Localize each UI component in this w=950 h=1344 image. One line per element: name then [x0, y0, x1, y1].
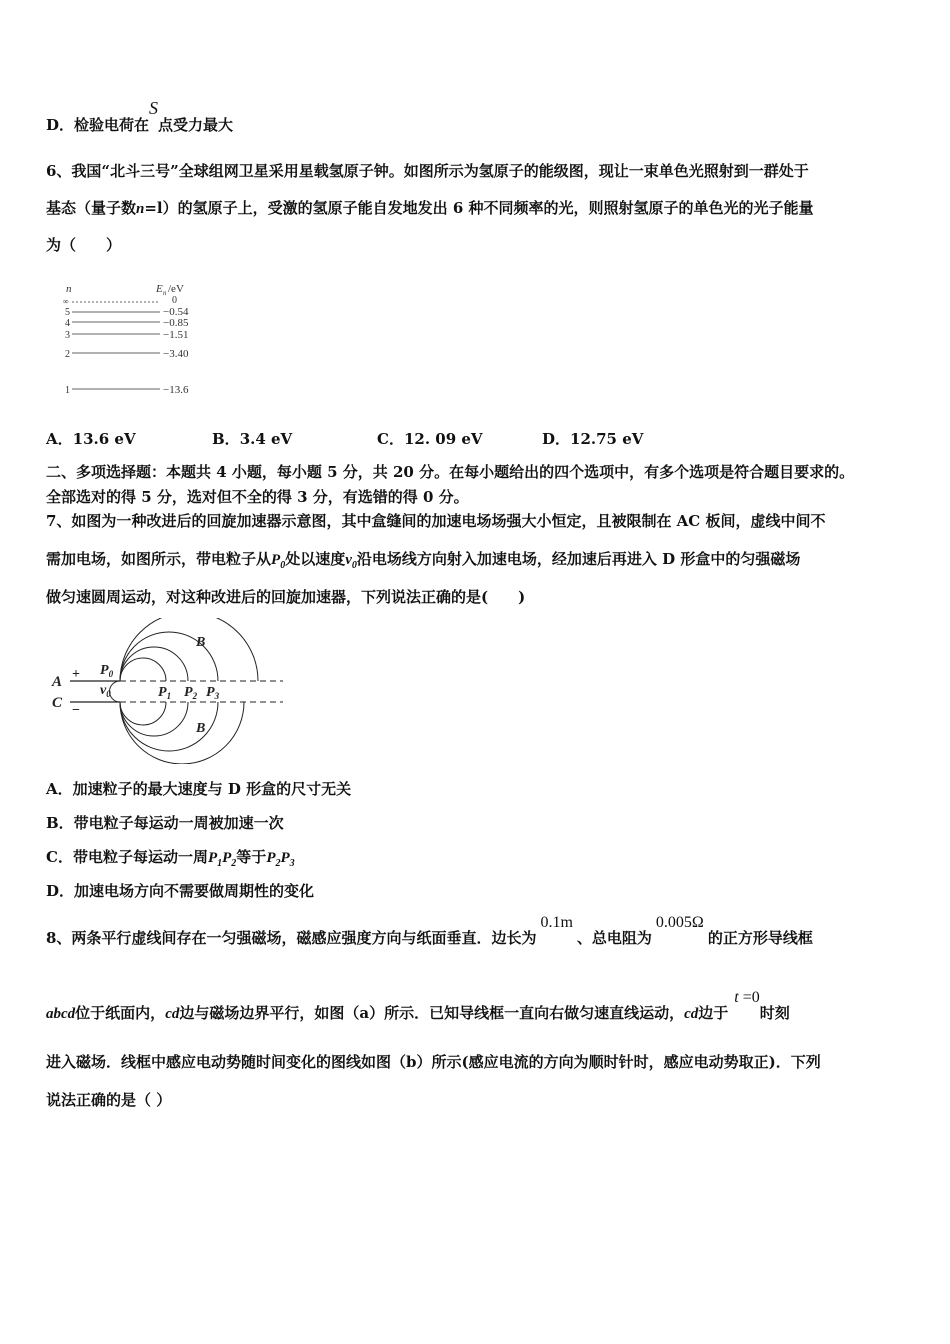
- q7-option-c-mid: 等于: [236, 848, 267, 866]
- q7-option-c-a: C．带电粒子每运动一周: [46, 848, 208, 866]
- label-c: C: [52, 695, 63, 711]
- cyclotron-diagram: [48, 618, 288, 764]
- q8-side-length: 0.1m: [540, 914, 573, 931]
- q8-line4: 说法正确的是（ ）: [46, 1091, 172, 1109]
- q8-t-eq: [734, 989, 759, 1006]
- label-b-bottom: B: [196, 721, 206, 736]
- q6-option-a-letter: A．: [46, 430, 73, 448]
- q7-line2-b: 处以速度: [285, 550, 346, 568]
- q7-option-c-p1: P: [207, 850, 218, 866]
- level-e-4: −0.85: [163, 317, 189, 329]
- label-a: A: [52, 674, 63, 690]
- orbit-top-2: [120, 647, 188, 681]
- q8-resistance: 0.005Ω: [655, 914, 704, 931]
- label-b-top: B: [196, 635, 206, 650]
- section2-line1: 二、多项选择题：本题共 4 小题，每小题 5 分，共 20 分。在每小题给出的四个选项中，有多个选项是符合题目要求的。: [46, 463, 855, 481]
- q7-option-b[interactable]: B．带电粒子每运动一周被加速一次: [46, 814, 284, 832]
- q6-option-c[interactable]: [377, 428, 483, 449]
- q6-option-a-text: 13.6 eV: [72, 430, 136, 448]
- q6-option-a[interactable]: [46, 428, 136, 449]
- q7-p0: [271, 552, 286, 571]
- label-p1: $P_1$: [158, 685, 172, 701]
- q6-option-b-letter: B．: [212, 430, 240, 448]
- q6-line2-b: =l）的氢原子上，受激的氢原子能自发地发出 6 种不同频率的光，则照射氢原子的单色光的光子能量: [144, 199, 814, 217]
- label-p2: $P_2$: [184, 685, 198, 701]
- q7-option-c-s1: 1: [217, 858, 223, 869]
- q7-option-c-p2p3: [266, 850, 295, 869]
- q6-line1: 6、我国“北斗三号”全球组网卫星采用星载氢原子钟。如图所示为氢原子的能级图，现让一束单色光照射到一群处于: [46, 162, 809, 180]
- orbit-bottom-1: [120, 702, 166, 725]
- q6-line3: 为（ ）: [46, 236, 122, 254]
- orbit-left-connector: [110, 681, 121, 702]
- section2-line2: 全部选对的得 5 分，选对但不全的得 3 分，有选错的得 0 分。: [46, 488, 469, 506]
- q7-option-c-s3: 2: [275, 858, 281, 869]
- q7-option-c-p2: P: [222, 850, 232, 866]
- q6-option-d[interactable]: [542, 428, 643, 449]
- level-n-2: 2: [65, 349, 70, 360]
- q8-t-var: t: [734, 989, 739, 1006]
- q7-p0-main: P: [271, 552, 281, 568]
- q6-line2-a: 基态（量子数: [46, 199, 137, 217]
- q8-line2-a: 位于纸面内，: [75, 1004, 166, 1022]
- q7-v0-sub: 0: [351, 560, 357, 571]
- q7-option-c-p3: P: [266, 850, 276, 866]
- q8-cd-2: cd: [684, 1006, 699, 1022]
- q7-option-c-p4: P: [280, 850, 290, 866]
- q8-line2-d: 时刻: [759, 1004, 790, 1022]
- level-n-inf: ∞: [63, 297, 69, 306]
- q5-option-d-text: D．检验电荷在: [46, 116, 150, 134]
- q5-option-d-var: S: [149, 98, 159, 118]
- q8-line2-b: 边与磁场边界平行，如图（a）所示．已知导线框一直向右做匀速直线运动，: [179, 1004, 685, 1022]
- q6-option-c-text: 12. 09 eV: [403, 430, 483, 448]
- q7-v0: [345, 552, 357, 571]
- e-axis-sub: n: [163, 289, 167, 297]
- q8-line1: [46, 914, 908, 949]
- q8-line2: [46, 989, 908, 1024]
- level-e-3: −1.51: [163, 329, 189, 341]
- q7-line2-a: 需加电场，如图所示，带电粒子从: [46, 550, 272, 568]
- level-e-inf: 0: [172, 295, 177, 306]
- label-p0: $P_0$: [100, 663, 114, 679]
- q8-line1-b: 、总电阻为: [576, 929, 652, 947]
- orbit-top-1: [120, 658, 166, 681]
- q7-line3: 做匀速圆周运动，对这种改进后的回旋加速器，下列说法正确的是( ): [46, 588, 526, 606]
- q8-line1-c: 的正方形导线框: [707, 929, 813, 947]
- q5-option-d: [46, 98, 908, 135]
- label-v0: $v_0$: [100, 683, 111, 699]
- q6-line2: [46, 198, 908, 219]
- label-minus: −: [72, 703, 80, 718]
- q8-line1-a: 8、两条平行虚线间存在一匀强磁场，磁感应强度方向与纸面垂直．边长为: [46, 929, 537, 947]
- level-n-4: 4: [65, 318, 70, 329]
- orbit-bottom-4: [120, 702, 244, 764]
- q6-option-b[interactable]: [212, 428, 292, 449]
- q8-cd-1: cd: [165, 1006, 180, 1022]
- e-axis-label: E: [156, 283, 163, 295]
- e-axis-unit: /eV: [168, 283, 184, 295]
- q6-option-b-text: 3.4 eV: [239, 430, 293, 448]
- q7-option-c-s2: 2: [231, 858, 237, 869]
- level-e-5: −0.54: [163, 306, 189, 318]
- label-plus: +: [72, 667, 80, 682]
- q7-option-c-p1p2: [207, 850, 237, 869]
- q7-option-c-s4: 3: [289, 858, 295, 869]
- level-e-2: −3.40: [163, 348, 189, 360]
- energy-level-diagram: [60, 280, 210, 400]
- q7-line1: 7、如图为一种改进后的回旋加速器示意图，其中盒缝间的加速电场场强大小恒定，且被限制在 AC 板间，虚线中间不: [46, 512, 826, 530]
- q6-quantum-var: n: [136, 201, 145, 217]
- q8-line2-c: 边于: [698, 1004, 729, 1022]
- q7-option-a[interactable]: A．加速粒子的最大速度与 D 形盒的尺寸无关: [46, 780, 352, 798]
- q6-option-d-letter: D．: [542, 430, 571, 448]
- q7-option-d[interactable]: D．加速电场方向不需要做周期性的变化: [46, 882, 315, 900]
- label-p3: $P_3$: [206, 685, 220, 701]
- q7-p0-sub: 0: [280, 560, 286, 571]
- q7-line2-c: 沿电场线方向射入加速电场，经加速后再进入 D 形盒中的匀强磁场: [356, 550, 801, 568]
- q5-option-d-tail: 点受力最大: [158, 116, 234, 134]
- q7-v0-main: v: [345, 552, 352, 568]
- q6-option-d-text: 12.75 eV: [570, 430, 644, 448]
- q6-option-c-letter: C．: [377, 430, 404, 448]
- q7-option-c[interactable]: [46, 847, 908, 874]
- n-axis-label: n: [66, 283, 72, 295]
- level-n-1: 1: [65, 385, 70, 396]
- q8-line3: 进入磁场．线框中感应电动势随时间变化的图线如图（b）所示(感应电流的方向为顺时针时，感应电动势取正)．下列: [46, 1053, 821, 1071]
- orbit-bottom-2: [120, 702, 188, 736]
- level-n-3: 3: [65, 330, 70, 341]
- q8-t-eq-value: =0: [742, 989, 760, 1006]
- q7-line2: [46, 549, 908, 576]
- q8-abcd: abcd: [46, 1006, 76, 1022]
- level-e-1: −13.6: [163, 384, 189, 396]
- level-n-5: 5: [65, 307, 70, 318]
